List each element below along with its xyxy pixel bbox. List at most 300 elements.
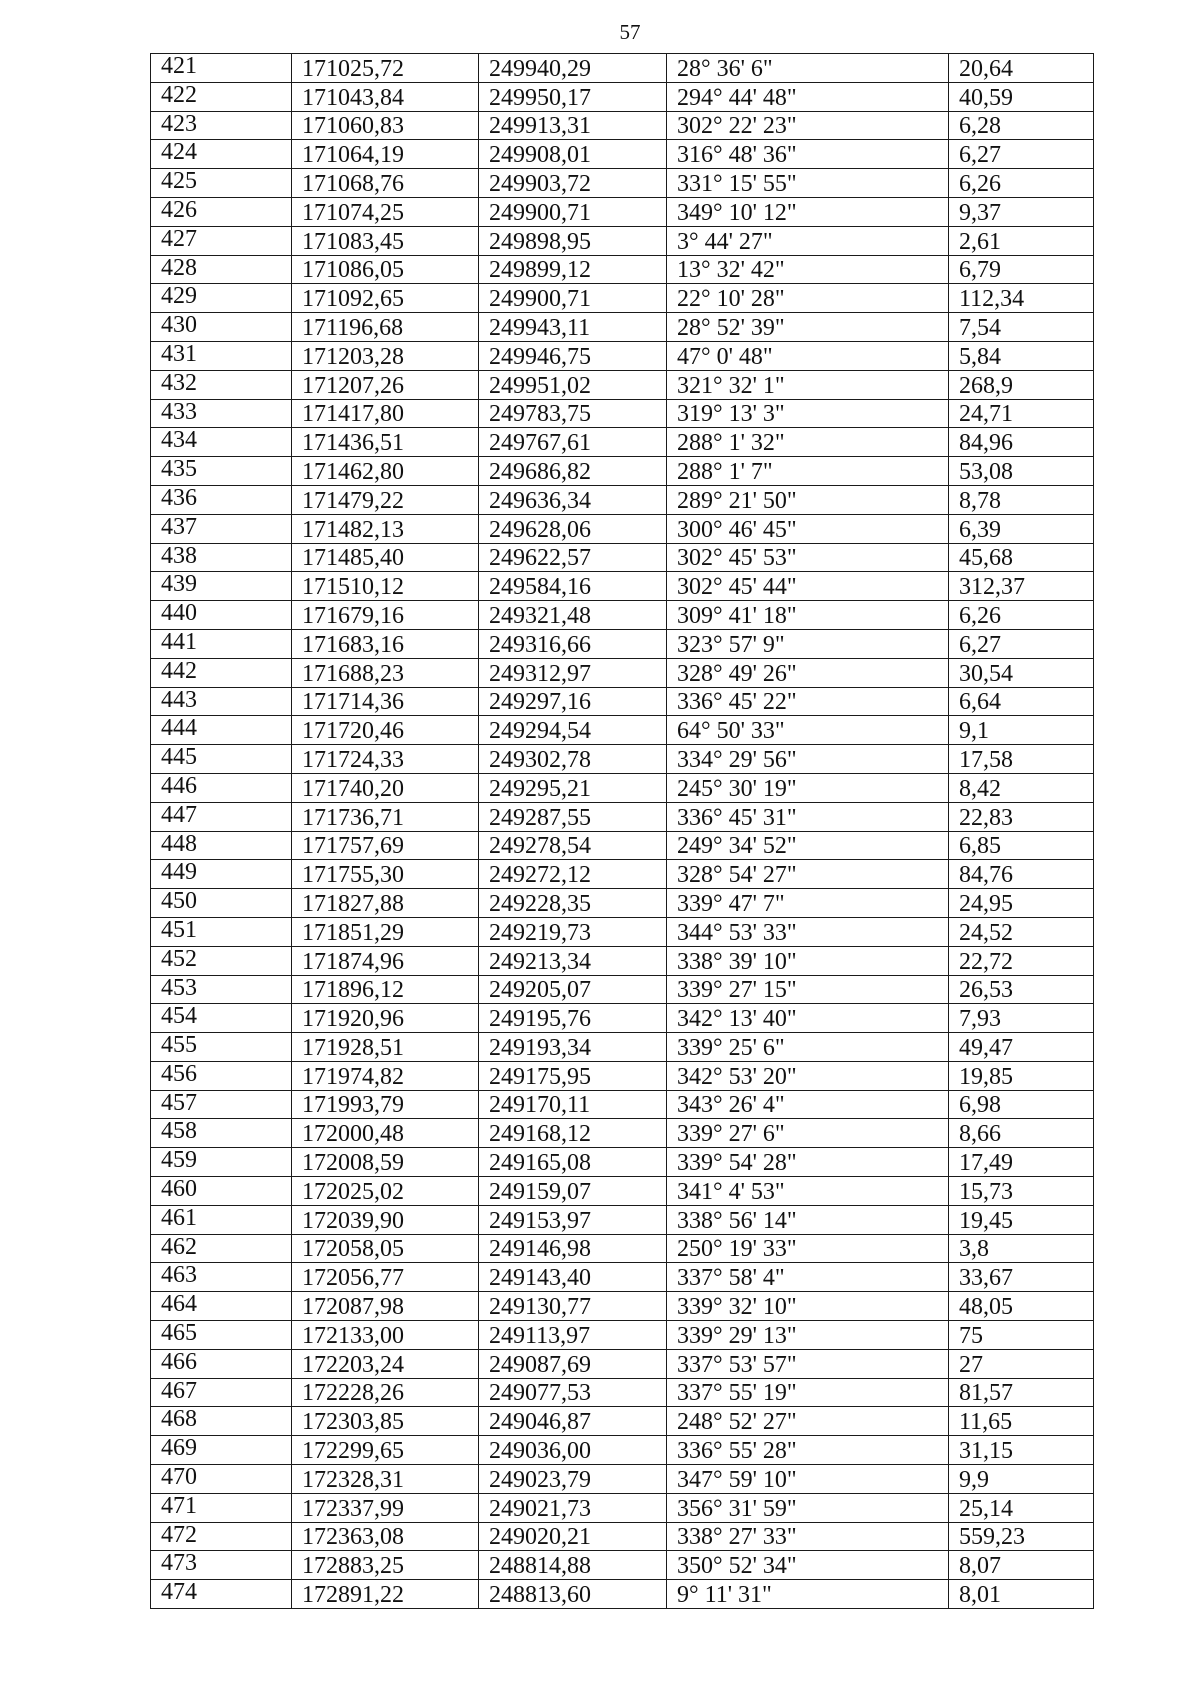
distance-cell: 17,49 [949, 1148, 1094, 1177]
x-coordinate-cell: 171724,33 [292, 745, 479, 774]
y-coordinate-cell: 249087,69 [479, 1349, 667, 1378]
distance-cell: 8,42 [949, 773, 1094, 802]
point-number-cell: 456 [151, 1061, 292, 1090]
x-coordinate-cell: 172337,99 [292, 1493, 479, 1522]
x-coordinate-cell: 172000,48 [292, 1119, 479, 1148]
y-coordinate-cell: 249951,02 [479, 370, 667, 399]
bearing-cell: 339° 27' 6" [667, 1119, 949, 1148]
table-row [151, 572, 1094, 601]
x-coordinate-cell: 171755,30 [292, 860, 479, 889]
table-row [151, 1522, 1094, 1551]
y-coordinate-cell: 249046,87 [479, 1407, 667, 1436]
distance-cell: 6,27 [949, 140, 1094, 169]
distance-cell: 8,01 [949, 1580, 1094, 1609]
y-coordinate-cell: 249297,16 [479, 687, 667, 716]
y-coordinate-cell: 249295,21 [479, 773, 667, 802]
bearing-cell: 338° 56' 14" [667, 1205, 949, 1234]
table-row [151, 1493, 1094, 1522]
x-coordinate-cell: 172299,65 [292, 1436, 479, 1465]
point-number-cell: 466 [151, 1349, 292, 1378]
table-row [151, 1580, 1094, 1609]
y-coordinate-cell: 249272,12 [479, 860, 667, 889]
y-coordinate-cell: 249900,71 [479, 197, 667, 226]
point-number-cell: 449 [151, 860, 292, 889]
bearing-cell: 13° 32' 42" [667, 255, 949, 284]
bearing-cell: 334° 29' 56" [667, 745, 949, 774]
table-row [151, 917, 1094, 946]
point-number-cell: 465 [151, 1321, 292, 1350]
point-number-cell: 442 [151, 658, 292, 687]
bearing-cell: 28° 36' 6" [667, 54, 949, 83]
x-coordinate-cell: 171092,65 [292, 284, 479, 313]
point-number-cell: 447 [151, 802, 292, 831]
distance-cell: 24,71 [949, 399, 1094, 428]
y-coordinate-cell: 249153,97 [479, 1205, 667, 1234]
table-row [151, 1090, 1094, 1119]
distance-cell: 17,58 [949, 745, 1094, 774]
distance-cell: 9,1 [949, 716, 1094, 745]
distance-cell: 24,95 [949, 889, 1094, 918]
distance-cell: 9,9 [949, 1465, 1094, 1494]
bearing-cell: 250° 19' 33" [667, 1234, 949, 1263]
bearing-cell: 342° 53' 20" [667, 1061, 949, 1090]
distance-cell: 8,07 [949, 1551, 1094, 1580]
distance-cell: 312,37 [949, 572, 1094, 601]
y-coordinate-cell: 249175,95 [479, 1061, 667, 1090]
x-coordinate-cell: 171462,80 [292, 457, 479, 486]
y-coordinate-cell: 249219,73 [479, 917, 667, 946]
bearing-cell: 341° 4' 53" [667, 1177, 949, 1206]
bearing-cell: 321° 32' 1" [667, 370, 949, 399]
table-row [151, 975, 1094, 1004]
bearing-cell: 336° 55' 28" [667, 1436, 949, 1465]
distance-cell: 268,9 [949, 370, 1094, 399]
bearing-cell: 339° 27' 15" [667, 975, 949, 1004]
point-number-cell: 428 [151, 255, 292, 284]
table-row [151, 1061, 1094, 1090]
point-number-cell: 457 [151, 1090, 292, 1119]
bearing-cell: 343° 26' 4" [667, 1090, 949, 1119]
x-coordinate-cell: 172883,25 [292, 1551, 479, 1580]
x-coordinate-cell: 171714,36 [292, 687, 479, 716]
x-coordinate-cell: 171479,22 [292, 485, 479, 514]
x-coordinate-cell: 171068,76 [292, 169, 479, 198]
distance-cell: 559,23 [949, 1522, 1094, 1551]
distance-cell: 30,54 [949, 658, 1094, 687]
table-row [151, 1378, 1094, 1407]
distance-cell: 27 [949, 1349, 1094, 1378]
table-row [151, 370, 1094, 399]
x-coordinate-cell: 171417,80 [292, 399, 479, 428]
point-number-cell: 425 [151, 169, 292, 198]
point-number-cell: 434 [151, 428, 292, 457]
table-row [151, 687, 1094, 716]
y-coordinate-cell: 249686,82 [479, 457, 667, 486]
bearing-cell: 64° 50' 33" [667, 716, 949, 745]
x-coordinate-cell: 171485,40 [292, 543, 479, 572]
bearing-cell: 337° 55' 19" [667, 1378, 949, 1407]
x-coordinate-cell: 171196,68 [292, 313, 479, 342]
distance-cell: 15,73 [949, 1177, 1094, 1206]
table-row [151, 514, 1094, 543]
bearing-cell: 337° 58' 4" [667, 1263, 949, 1292]
point-number-cell: 444 [151, 716, 292, 745]
point-number-cell: 433 [151, 399, 292, 428]
bearing-cell: 28° 52' 39" [667, 313, 949, 342]
y-coordinate-cell: 249913,31 [479, 111, 667, 140]
distance-cell: 7,54 [949, 313, 1094, 342]
distance-cell: 7,93 [949, 1004, 1094, 1033]
distance-cell: 53,08 [949, 457, 1094, 486]
y-coordinate-cell: 249023,79 [479, 1465, 667, 1494]
point-number-cell: 458 [151, 1119, 292, 1148]
bearing-cell: 344° 53' 33" [667, 917, 949, 946]
y-coordinate-cell: 249020,21 [479, 1522, 667, 1551]
x-coordinate-cell: 171757,69 [292, 831, 479, 860]
bearing-cell: 316° 48' 36" [667, 140, 949, 169]
x-coordinate-cell: 171874,96 [292, 946, 479, 975]
distance-cell: 6,85 [949, 831, 1094, 860]
y-coordinate-cell: 249213,34 [479, 946, 667, 975]
table-row [151, 82, 1094, 111]
bearing-cell: 245° 30' 19" [667, 773, 949, 802]
distance-cell: 24,52 [949, 917, 1094, 946]
table-row [151, 399, 1094, 428]
x-coordinate-cell: 171688,23 [292, 658, 479, 687]
distance-cell: 40,59 [949, 82, 1094, 111]
point-number-cell: 451 [151, 917, 292, 946]
y-coordinate-cell: 249950,17 [479, 82, 667, 111]
x-coordinate-cell: 171736,71 [292, 802, 479, 831]
table-row [151, 1465, 1094, 1494]
point-number-cell: 461 [151, 1205, 292, 1234]
point-number-cell: 459 [151, 1148, 292, 1177]
table-row [151, 169, 1094, 198]
bearing-cell: 356° 31' 59" [667, 1493, 949, 1522]
y-coordinate-cell: 248813,60 [479, 1580, 667, 1609]
table-row [151, 54, 1094, 83]
bearing-cell: 337° 53' 57" [667, 1349, 949, 1378]
y-coordinate-cell: 249278,54 [479, 831, 667, 860]
table-row [151, 341, 1094, 370]
x-coordinate-cell: 172228,26 [292, 1378, 479, 1407]
table-row [151, 1177, 1094, 1206]
y-coordinate-cell: 249900,71 [479, 284, 667, 313]
point-number-cell: 439 [151, 572, 292, 601]
table-row [151, 1263, 1094, 1292]
distance-cell: 6,28 [949, 111, 1094, 140]
x-coordinate-cell: 172056,77 [292, 1263, 479, 1292]
point-number-cell: 467 [151, 1378, 292, 1407]
y-coordinate-cell: 249321,48 [479, 601, 667, 630]
distance-cell: 31,15 [949, 1436, 1094, 1465]
distance-cell: 25,14 [949, 1493, 1094, 1522]
y-coordinate-cell: 249205,07 [479, 975, 667, 1004]
y-coordinate-cell: 249146,98 [479, 1234, 667, 1263]
table-row [151, 629, 1094, 658]
distance-cell: 33,67 [949, 1263, 1094, 1292]
point-number-cell: 424 [151, 140, 292, 169]
y-coordinate-cell: 249228,35 [479, 889, 667, 918]
table-row [151, 111, 1094, 140]
table-row [151, 1551, 1094, 1580]
point-number-cell: 436 [151, 485, 292, 514]
y-coordinate-cell: 249622,57 [479, 543, 667, 572]
distance-cell: 9,37 [949, 197, 1094, 226]
bearing-cell: 339° 25' 6" [667, 1033, 949, 1062]
distance-cell: 112,34 [949, 284, 1094, 313]
bearing-cell: 248° 52' 27" [667, 1407, 949, 1436]
x-coordinate-cell: 171074,25 [292, 197, 479, 226]
distance-cell: 11,65 [949, 1407, 1094, 1436]
x-coordinate-cell: 171851,29 [292, 917, 479, 946]
table-row [151, 313, 1094, 342]
bearing-cell: 294° 44' 48" [667, 82, 949, 111]
bearing-cell: 300° 46' 45" [667, 514, 949, 543]
distance-cell: 8,78 [949, 485, 1094, 514]
y-coordinate-cell: 249302,78 [479, 745, 667, 774]
coordinates-table-body [151, 54, 1094, 1609]
distance-cell: 6,26 [949, 601, 1094, 630]
y-coordinate-cell: 249130,77 [479, 1292, 667, 1321]
y-coordinate-cell: 249287,55 [479, 802, 667, 831]
point-number-cell: 450 [151, 889, 292, 918]
y-coordinate-cell: 249898,95 [479, 226, 667, 255]
x-coordinate-cell: 171974,82 [292, 1061, 479, 1090]
distance-cell: 3,8 [949, 1234, 1094, 1263]
bearing-cell: 3° 44' 27" [667, 226, 949, 255]
bearing-cell: 319° 13' 3" [667, 399, 949, 428]
table-row [151, 457, 1094, 486]
distance-cell: 75 [949, 1321, 1094, 1350]
distance-cell: 6,27 [949, 629, 1094, 658]
point-number-cell: 462 [151, 1234, 292, 1263]
bearing-cell: 338° 27' 33" [667, 1522, 949, 1551]
point-number-cell: 463 [151, 1263, 292, 1292]
point-number-cell: 437 [151, 514, 292, 543]
x-coordinate-cell: 171060,83 [292, 111, 479, 140]
x-coordinate-cell: 172133,00 [292, 1321, 479, 1350]
table-row [151, 140, 1094, 169]
bearing-cell: 302° 45' 53" [667, 543, 949, 572]
bearing-cell: 288° 1' 32" [667, 428, 949, 457]
x-coordinate-cell: 171827,88 [292, 889, 479, 918]
table-row [151, 197, 1094, 226]
distance-cell: 6,26 [949, 169, 1094, 198]
y-coordinate-cell: 249159,07 [479, 1177, 667, 1206]
bearing-cell: 289° 21' 50" [667, 485, 949, 514]
x-coordinate-cell: 172025,02 [292, 1177, 479, 1206]
y-coordinate-cell: 249767,61 [479, 428, 667, 457]
point-number-cell: 448 [151, 831, 292, 860]
point-number-cell: 452 [151, 946, 292, 975]
table-row [151, 1321, 1094, 1350]
y-coordinate-cell: 249165,08 [479, 1148, 667, 1177]
table-row [151, 226, 1094, 255]
distance-cell: 84,96 [949, 428, 1094, 457]
point-number-cell: 470 [151, 1465, 292, 1494]
page-number: 57 [619, 20, 641, 44]
bearing-cell: 339° 47' 7" [667, 889, 949, 918]
y-coordinate-cell: 249903,72 [479, 169, 667, 198]
point-number-cell: 427 [151, 226, 292, 255]
bearing-cell: 47° 0' 48" [667, 341, 949, 370]
table-row [151, 716, 1094, 745]
table-row [151, 1407, 1094, 1436]
bearing-cell: 347° 59' 10" [667, 1465, 949, 1494]
x-coordinate-cell: 171064,19 [292, 140, 479, 169]
point-number-cell: 422 [151, 82, 292, 111]
bearing-cell: 328° 49' 26" [667, 658, 949, 687]
x-coordinate-cell: 171993,79 [292, 1090, 479, 1119]
point-number-cell: 440 [151, 601, 292, 630]
table-row [151, 745, 1094, 774]
x-coordinate-cell: 171683,16 [292, 629, 479, 658]
y-coordinate-cell: 249943,11 [479, 313, 667, 342]
point-number-cell: 455 [151, 1033, 292, 1062]
bearing-cell: 309° 41' 18" [667, 601, 949, 630]
point-number-cell: 441 [151, 629, 292, 658]
x-coordinate-cell: 172008,59 [292, 1148, 479, 1177]
distance-cell: 48,05 [949, 1292, 1094, 1321]
x-coordinate-cell: 172363,08 [292, 1522, 479, 1551]
point-number-cell: 464 [151, 1292, 292, 1321]
distance-cell: 49,47 [949, 1033, 1094, 1062]
table-row [151, 485, 1094, 514]
y-coordinate-cell: 249316,66 [479, 629, 667, 658]
table-row [151, 1234, 1094, 1263]
point-number-cell: 473 [151, 1551, 292, 1580]
x-coordinate-cell: 171740,20 [292, 773, 479, 802]
bearing-cell: 338° 39' 10" [667, 946, 949, 975]
point-number-cell: 469 [151, 1436, 292, 1465]
y-coordinate-cell: 249193,34 [479, 1033, 667, 1062]
point-number-cell: 443 [151, 687, 292, 716]
bearing-cell: 302° 22' 23" [667, 111, 949, 140]
y-coordinate-cell: 249783,75 [479, 399, 667, 428]
y-coordinate-cell: 249636,34 [479, 485, 667, 514]
x-coordinate-cell: 171920,96 [292, 1004, 479, 1033]
point-number-cell: 426 [151, 197, 292, 226]
distance-cell: 6,79 [949, 255, 1094, 284]
table-row [151, 1148, 1094, 1177]
distance-cell: 45,68 [949, 543, 1094, 572]
bearing-cell: 339° 29' 13" [667, 1321, 949, 1350]
x-coordinate-cell: 171482,13 [292, 514, 479, 543]
table-row [151, 1436, 1094, 1465]
y-coordinate-cell: 249908,01 [479, 140, 667, 169]
y-coordinate-cell: 248814,88 [479, 1551, 667, 1580]
bearing-cell: 336° 45' 22" [667, 687, 949, 716]
distance-cell: 8,66 [949, 1119, 1094, 1148]
bearing-cell: 288° 1' 7" [667, 457, 949, 486]
bearing-cell: 350° 52' 34" [667, 1551, 949, 1580]
distance-cell: 2,61 [949, 226, 1094, 255]
x-coordinate-cell: 171025,72 [292, 54, 479, 83]
x-coordinate-cell: 171928,51 [292, 1033, 479, 1062]
table-row [151, 1292, 1094, 1321]
y-coordinate-cell: 249628,06 [479, 514, 667, 543]
table-row [151, 255, 1094, 284]
coordinates-table [150, 53, 1094, 1609]
point-number-cell: 453 [151, 975, 292, 1004]
x-coordinate-cell: 171043,84 [292, 82, 479, 111]
distance-cell: 6,64 [949, 687, 1094, 716]
point-number-cell: 471 [151, 1493, 292, 1522]
y-coordinate-cell: 249168,12 [479, 1119, 667, 1148]
x-coordinate-cell: 172203,24 [292, 1349, 479, 1378]
x-coordinate-cell: 171510,12 [292, 572, 479, 601]
distance-cell: 20,64 [949, 54, 1094, 83]
x-coordinate-cell: 172039,90 [292, 1205, 479, 1234]
table-row [151, 601, 1094, 630]
table-row [151, 860, 1094, 889]
bearing-cell: 339° 32' 10" [667, 1292, 949, 1321]
distance-cell: 84,76 [949, 860, 1094, 889]
point-number-cell: 429 [151, 284, 292, 313]
y-coordinate-cell: 249195,76 [479, 1004, 667, 1033]
point-number-cell: 454 [151, 1004, 292, 1033]
y-coordinate-cell: 249143,40 [479, 1263, 667, 1292]
x-coordinate-cell: 171086,05 [292, 255, 479, 284]
bearing-cell: 9° 11' 31" [667, 1580, 949, 1609]
bearing-cell: 22° 10' 28" [667, 284, 949, 313]
distance-cell: 22,72 [949, 946, 1094, 975]
y-coordinate-cell: 249036,00 [479, 1436, 667, 1465]
x-coordinate-cell: 172087,98 [292, 1292, 479, 1321]
x-coordinate-cell: 172891,22 [292, 1580, 479, 1609]
distance-cell: 5,84 [949, 341, 1094, 370]
table-row [151, 543, 1094, 572]
table-row [151, 658, 1094, 687]
table-row [151, 1119, 1094, 1148]
point-number-cell: 435 [151, 457, 292, 486]
table-row [151, 889, 1094, 918]
y-coordinate-cell: 249946,75 [479, 341, 667, 370]
y-coordinate-cell: 249940,29 [479, 54, 667, 83]
distance-cell: 19,85 [949, 1061, 1094, 1090]
distance-cell: 19,45 [949, 1205, 1094, 1234]
point-number-cell: 472 [151, 1522, 292, 1551]
table-row [151, 802, 1094, 831]
point-number-cell: 438 [151, 543, 292, 572]
y-coordinate-cell: 249021,73 [479, 1493, 667, 1522]
y-coordinate-cell: 249170,11 [479, 1090, 667, 1119]
bearing-cell: 339° 54' 28" [667, 1148, 949, 1177]
table-row [151, 773, 1094, 802]
y-coordinate-cell: 249294,54 [479, 716, 667, 745]
point-number-cell: 468 [151, 1407, 292, 1436]
x-coordinate-cell: 171896,12 [292, 975, 479, 1004]
x-coordinate-cell: 171083,45 [292, 226, 479, 255]
y-coordinate-cell: 249113,97 [479, 1321, 667, 1350]
table-row [151, 1004, 1094, 1033]
distance-cell: 6,98 [949, 1090, 1094, 1119]
point-number-cell: 460 [151, 1177, 292, 1206]
x-coordinate-cell: 171436,51 [292, 428, 479, 457]
distance-cell: 22,83 [949, 802, 1094, 831]
distance-cell: 6,39 [949, 514, 1094, 543]
y-coordinate-cell: 249584,16 [479, 572, 667, 601]
point-number-cell: 431 [151, 341, 292, 370]
x-coordinate-cell: 171679,16 [292, 601, 479, 630]
y-coordinate-cell: 249312,97 [479, 658, 667, 687]
bearing-cell: 349° 10' 12" [667, 197, 949, 226]
table-row [151, 1033, 1094, 1062]
bearing-cell: 328° 54' 27" [667, 860, 949, 889]
distance-cell: 81,57 [949, 1378, 1094, 1407]
bearing-cell: 323° 57' 9" [667, 629, 949, 658]
